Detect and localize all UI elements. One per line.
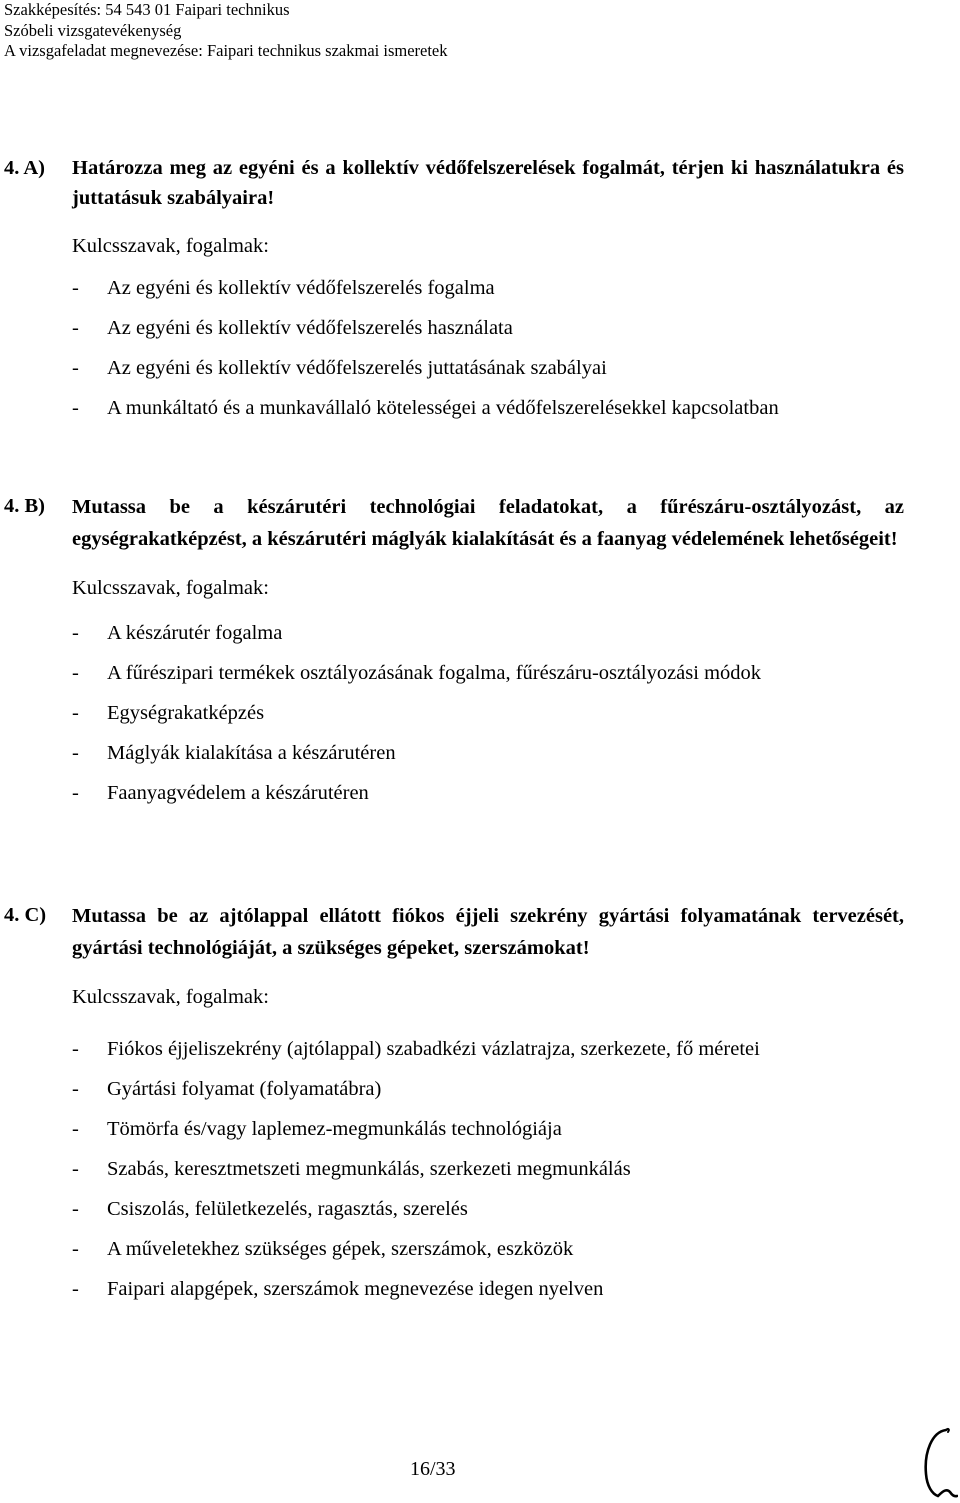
keywords-list <box>72 1029 904 1309</box>
question-4b <box>4 491 904 555</box>
keywords-list <box>72 268 904 428</box>
section-4b <box>4 491 904 829</box>
list-item: - Fiókos éjjeliszekrény (ajtólappal) szabadkézi vázlatrajza, szerkezete, fő méretei <box>72 1038 760 1060</box>
list-item: - Faipari alapgépek, szerszámok megnevezése idegen nyelven <box>72 1278 604 1300</box>
list-item: - Szabás, keresztmetszeti megmunkálás, szerkezeti megmunkálás <box>72 1158 631 1180</box>
keywords-title: Kulcsszavak, fogalmak: <box>72 577 269 599</box>
question-text: Mutassa be az ajtólappal ellátott fiókos éjjeli szekrény gyártási folyamatának tervezését, gyártási technológiáját, a szükséges gépeket, szerszámokat! <box>72 905 904 959</box>
keywords-title: Kulcsszavak, fogalmak: <box>72 986 269 1008</box>
signature-icon <box>918 1422 958 1500</box>
list-item: - A fűrészipari termékek osztályozásának fogalma, fűrészáru-osztályozási módok <box>72 662 762 684</box>
question-label: 4. B) <box>4 495 45 517</box>
list-item: - Egységrakatképzés <box>72 702 265 724</box>
page-number: 16/33 <box>410 1458 456 1480</box>
list-item: - Faanyagvédelem a készárutéren <box>72 782 369 804</box>
question-4c <box>4 900 904 964</box>
list-item: - Az egyéni és kollektív védőfelszerelés juttatásának szabályai <box>72 357 607 379</box>
section-4c <box>4 900 904 1325</box>
list-item: - Tömörfa és/vagy laplemez-megmunkálás technológiája <box>72 1118 562 1140</box>
document-header <box>4 0 448 62</box>
question-4a <box>4 153 904 213</box>
list-item: - Máglyák kialakítása a készárutéren <box>72 742 396 764</box>
question-label: 4. C) <box>4 904 47 926</box>
section-4a <box>4 153 904 444</box>
header-task-name: A vizsgafeladat megnevezése: Faipari technikus szakmai ismeretek <box>4 41 448 60</box>
list-item: - A munkáltató és a munkavállaló kötelességei a védőfelszerelésekkel kapcsolatban <box>72 397 779 419</box>
keywords-list <box>72 613 904 813</box>
header-qualification: Szakképesítés: 54 543 01 Faipari technikus <box>4 0 290 19</box>
question-label: 4. A) <box>4 157 45 179</box>
list-item: - Az egyéni és kollektív védőfelszerelés fogalma <box>72 277 495 299</box>
question-text: Határozza meg az egyéni és a kollektív védőfelszerelések fogalmát, térjen ki használatukra és juttatásuk szabályaira! <box>72 157 904 209</box>
list-item: - Csiszolás, felületkezelés, ragasztás, szerelés <box>72 1198 468 1220</box>
question-text: Mutassa be a készárutéri technológiai feladatokat, a fűrészáru-osztályozást, az egységrakatképzést, a készárutéri máglyák kialakítását és a faanyag védelemének lehetőségeit! <box>72 496 904 550</box>
list-item: - A készárutér fogalma <box>72 622 283 644</box>
list-item: - Gyártási folyamat (folyamatábra) <box>72 1078 382 1100</box>
keywords-title: Kulcsszavak, fogalmak: <box>72 235 269 257</box>
header-exam-type: Szóbeli vizsgatevékenység <box>4 20 182 40</box>
list-item: - A műveletekhez szükséges gépek, szerszámok, eszközök <box>72 1238 574 1260</box>
list-item: - Az egyéni és kollektív védőfelszerelés használata <box>72 317 513 339</box>
